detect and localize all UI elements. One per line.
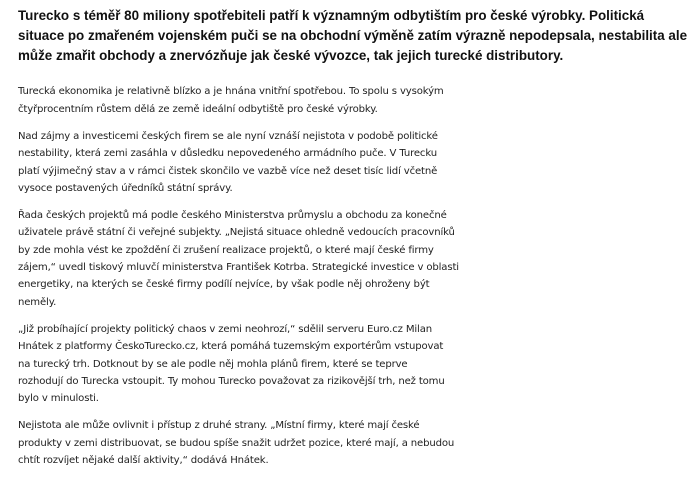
paragraph-1 [18, 83, 690, 118]
paragraph-line: nestability, která zemi zasáhla v důsledku nepovedeného armádního puče. V Turecku [18, 148, 437, 160]
paragraph-line: Hnátek z platformy ČeskoTurecko.cz, která pomáhá tuzemským exportérům vstupovat [18, 341, 444, 353]
paragraph-5 [18, 417, 690, 469]
paragraph-line: by zde mohla vést ke zpoždění či zrušení realizace projektů, o které mají české firmy [18, 244, 434, 256]
paragraph-line: Řada českých projektů má podle českého Ministerstva průmyslu a obchodu za konečné [18, 210, 447, 222]
paragraph-line: na turecký trh. Dotknout by se ale podle něj mohla plánů firem, které se teprve [18, 358, 408, 370]
lead-line: může zmařit obchody a znervózňuje jak české vývozce, tak jejich turecké distributory. [18, 47, 564, 63]
paragraph-line: čtyřprocentním růstem dělá ze země ideální odbytiště pro české výrobky. [18, 103, 378, 115]
paragraph-line: uživatele právě státní či veřejné subjekty. „Nejistá situace ohledně vedoucích pracovníků [18, 227, 455, 239]
paragraph-line: chtít rozvíjet nějaké další aktivity,“ dodává Hnátek. [18, 455, 269, 467]
paragraph-line: bylo v minulosti. [18, 393, 99, 405]
paragraph-line: neměly. [18, 296, 57, 308]
paragraph-line: produkty v zemi distribuovat, se budou spíše snažit udržet pozice, které mají, a nebudou [18, 437, 455, 449]
paragraph-line: energetiky, na kterých se české firmy podílí nejvíce, by však podle něj ohroženy být [18, 279, 430, 291]
article [18, 6, 690, 479]
paragraph-line: platí výjimečný stav a v rámci čistek skončilo ve vazbě více než deset tisíc lidí včetně [18, 165, 438, 177]
paragraph-line: rozhodují do Turecka vstoupit. Ty mohou Turecko považovat za rizikovější trh, než tomu [18, 375, 445, 387]
paragraph-line: Turecká ekonomika je relativně blízko a je hnána vnitřní spotřebou. To spolu s vysokým [18, 86, 444, 98]
paragraph-line: zájem,“ uvedl tiskový mluvčí ministerstva František Kotrba. Strategické investice v oblasti [18, 262, 459, 274]
paragraph-4 [18, 321, 690, 407]
article-lead [18, 6, 690, 65]
paragraph-line: Nejistota ale může ovlivnit i přístup z druhé strany. „Místní firmy, které mají české [18, 420, 420, 432]
paragraph-line: vysoce postavených úředníků státní správy. [18, 182, 233, 194]
lead-line: Turecko s téměř 80 miliony spotřebiteli patří k významným odbytištím pro české výrobky. Politická [18, 8, 645, 23]
paragraph-line: „Již probíhající projekty politický chaos v zemi neohrozí,“ sdělil serveru Euro.cz Milan [18, 323, 432, 335]
lead-line: situace po zmařeném vojenském puči se na obchodní výměně zatím výrazně nepodepsala, nestabilita ale [18, 27, 688, 43]
paragraph-3 [18, 207, 690, 311]
paragraph-line: Nad zájmy a investicemi českých firem se ale nyní vznáší nejistota v podobě politické [18, 130, 438, 142]
paragraph-2 [18, 128, 690, 197]
